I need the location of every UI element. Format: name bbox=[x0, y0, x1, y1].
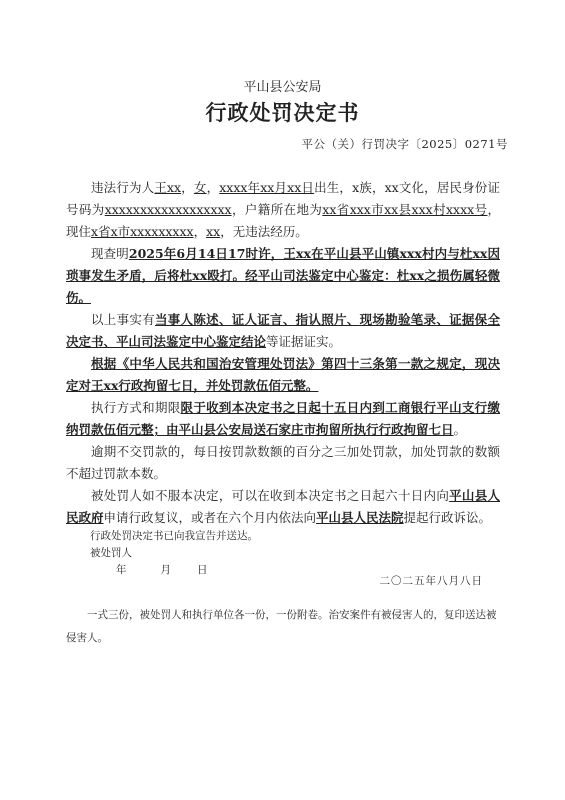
document-number: 平公（关）行罚决字〔2025〕0271号 bbox=[301, 137, 508, 151]
offender-current-address: x省x市xxxxxxxxx bbox=[91, 224, 194, 239]
day-label: 日 bbox=[197, 564, 208, 576]
issuing-agency: 平山县公安局 bbox=[243, 80, 322, 95]
paragraph-evidence bbox=[66, 309, 500, 353]
text-segment: 申请行政复议，或者在六个月内依法向 bbox=[103, 510, 317, 525]
issue-date: 二〇二五年八月八日 bbox=[379, 575, 483, 587]
paragraph-execution bbox=[66, 397, 500, 441]
paragraph-offender-info bbox=[66, 177, 500, 243]
month-label: 月 bbox=[160, 564, 171, 576]
text-segment: 执行方式和期限 bbox=[91, 400, 181, 415]
penalty-decision: 根据《中华人民共和国治安管理处罚法》第四十三条第一款之规定，现决定对王xx行政拘留七日，并处罚款伍佰元整。 bbox=[66, 356, 500, 393]
text-segment: 等证据证实。 bbox=[266, 334, 342, 349]
text-segment: 现查明 bbox=[91, 246, 129, 261]
text-segment: ，现住 bbox=[66, 202, 500, 239]
text-segment: ，无违法经历。 bbox=[220, 224, 308, 239]
document-title: 行政处罚决定书 bbox=[205, 100, 360, 125]
text-segment: 提起行政诉讼。 bbox=[403, 510, 492, 525]
offender-occupation: xx bbox=[206, 224, 221, 239]
paragraph-facts bbox=[66, 243, 500, 309]
offender-birthdate: xxxx年xx月xx日 bbox=[219, 180, 315, 195]
paragraph-appeal bbox=[66, 485, 500, 529]
text-segment: ， bbox=[206, 180, 220, 195]
review-authority: 平山县人民政府 bbox=[66, 488, 500, 525]
delivery-notice: 行政处罚决定书已向我宣告并送达。 bbox=[90, 530, 258, 542]
year-label: 年 bbox=[116, 564, 127, 576]
late-fee-rule: 逾期不交罚款的，每日按罚款数额的百分之三加处罚款，加处罚款的数额不超过罚款本数。 bbox=[66, 444, 500, 481]
offender-gender: 女 bbox=[193, 180, 207, 195]
text-segment: ，户籍所在地为 bbox=[231, 202, 323, 217]
signature-date-fields bbox=[116, 562, 208, 577]
paragraph-late-fee bbox=[66, 441, 500, 485]
footer-note: 一式三份，被处罚人和执行单位各一份，一份附卷。治安案件有被侵害人的，复印送达被侵害人。 bbox=[66, 609, 497, 644]
text-segment: ， bbox=[181, 180, 194, 195]
facts-finding: 2025年6月14日17时许，王xx在平山县平山镇xxx村内与杜xx因琐事发生矛盾，后将杜xx殴打。经平山司法鉴定中心鉴定：杜xx之损伤属轻微伤。 bbox=[66, 246, 500, 305]
text-segment: 。 bbox=[453, 422, 467, 437]
evidence-list: 当事人陈述、证人证言、指认照片、现场勘验笔录、证据保全决定书、平山司法鉴定中心鉴定结论 bbox=[66, 312, 500, 349]
paragraph-decision bbox=[66, 353, 500, 397]
text-segment: 出生，x族，xx文化，居民身份证号码为 bbox=[66, 180, 500, 217]
offender-id-number: xxxxxxxxxxxxxxxxxx bbox=[104, 202, 232, 217]
punished-person-label: 被处罚人 bbox=[90, 547, 132, 559]
text-segment: 被处罚人如不服本决定，可以在收到本决定书之日起六十日内向 bbox=[91, 488, 450, 503]
text-segment: 违法行为人 bbox=[91, 180, 155, 195]
offender-household-address: xx省xxx市xx县xxx村xxxx号 bbox=[322, 202, 488, 217]
text-segment: 以上事实有 bbox=[91, 312, 155, 327]
offender-name: 王xx bbox=[154, 180, 182, 195]
litigation-court: 平山县人民法院 bbox=[316, 510, 404, 525]
execution-method: 限于收到本决定书之日起十五日内到工商银行平山支行缴纳罚款伍佰元整；由平山县公安局送石家庄市拘留所执行行政拘留七日 bbox=[66, 400, 500, 437]
document-body bbox=[66, 177, 500, 529]
text-segment: ， bbox=[193, 224, 207, 239]
